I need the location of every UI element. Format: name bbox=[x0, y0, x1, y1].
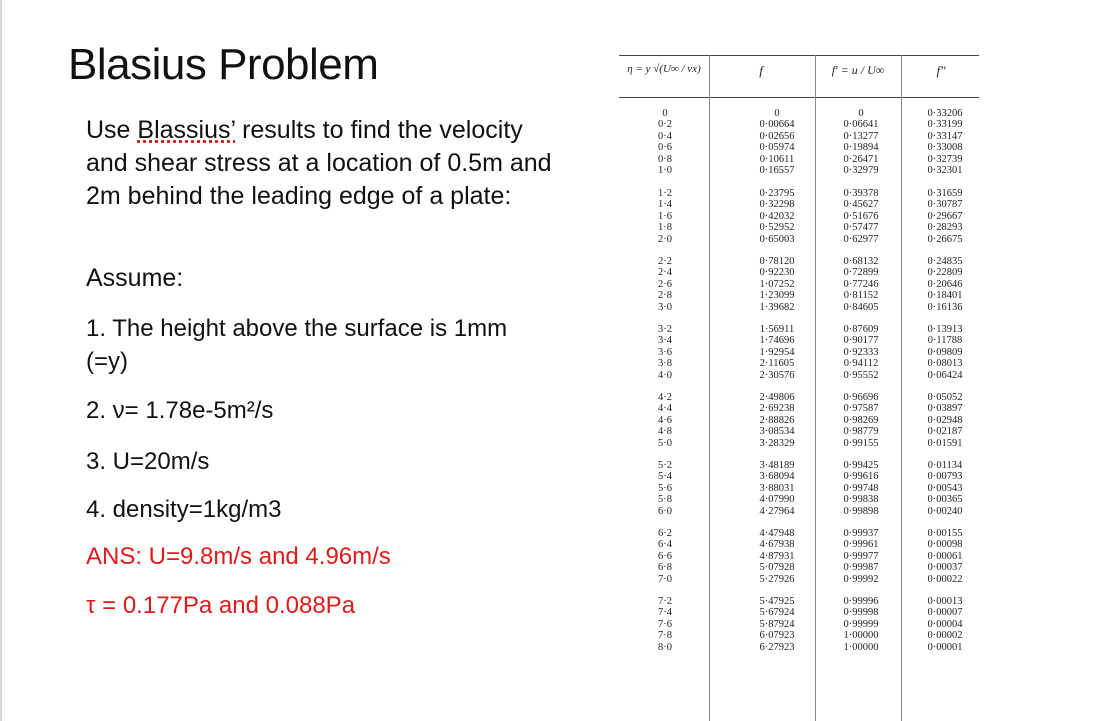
table-cell: 0·00037 bbox=[927, 562, 963, 574]
table-cell: 0·99992 bbox=[843, 573, 879, 585]
table-row-group bbox=[747, 256, 807, 324]
table-cell: 0·99937 bbox=[843, 528, 879, 539]
answer-shear-stress: τ = 0.177Pa and 0.088Pa bbox=[86, 592, 356, 619]
table-cell: 6·2 bbox=[658, 528, 672, 539]
table-cell: 0·29667 bbox=[927, 210, 963, 222]
table-cell: 1·07252 bbox=[759, 278, 795, 290]
assumption-3: 3. U=20m/s bbox=[86, 448, 210, 475]
table-row-group bbox=[647, 256, 683, 324]
column-fprime bbox=[831, 108, 891, 664]
table-cell: 2·8 bbox=[658, 290, 672, 302]
table-cell: 1·8 bbox=[658, 222, 672, 234]
table-cell: 0·77246 bbox=[843, 278, 879, 290]
column-fdoubleprime bbox=[915, 108, 975, 664]
table-cell: 1·92954 bbox=[759, 346, 795, 358]
table-cell: 6·27923 bbox=[759, 641, 795, 653]
table-cell: 3·0 bbox=[658, 301, 672, 313]
table-cell: 5·67924 bbox=[759, 607, 795, 619]
table-cell: 0·02656 bbox=[759, 130, 795, 142]
table-cell: 0·00155 bbox=[927, 528, 963, 539]
table-cell: 4·0 bbox=[658, 369, 672, 381]
table-row-group bbox=[747, 108, 807, 188]
table-cell: 2·11605 bbox=[759, 358, 795, 370]
table-cell: 0·90177 bbox=[843, 335, 879, 347]
table-cell: 0·98779 bbox=[843, 426, 879, 438]
table-cell: 0·18401 bbox=[927, 290, 963, 302]
table-cell: 8·0 bbox=[658, 641, 672, 653]
table-cell: 6·4 bbox=[658, 539, 672, 551]
table-cell: 5·87924 bbox=[759, 618, 795, 630]
table-row-group bbox=[915, 324, 975, 392]
table-cell: 0·98269 bbox=[843, 414, 879, 426]
table-cell: 0·92333 bbox=[843, 346, 879, 358]
table-cell: 4·8 bbox=[658, 426, 672, 438]
table-cell: 0·45627 bbox=[843, 199, 879, 211]
table-cell: 0·05974 bbox=[759, 142, 795, 154]
table-row-group bbox=[831, 256, 891, 324]
table-cell: 0·11788 bbox=[927, 335, 963, 347]
table-cell: 3·2 bbox=[658, 324, 672, 335]
slide-title: Blasius Problem bbox=[68, 40, 379, 89]
table-cell: 0·32979 bbox=[843, 164, 879, 176]
table-row-group bbox=[915, 596, 975, 664]
table-cell: 0·62977 bbox=[843, 233, 879, 245]
table-row-group bbox=[647, 460, 683, 528]
table-cell: 2·6 bbox=[658, 278, 672, 290]
table-cell: 1·6 bbox=[658, 210, 672, 222]
table-header-rule bbox=[619, 97, 979, 98]
table-cell: 0·01134 bbox=[927, 460, 963, 471]
table-cell: 0·42032 bbox=[759, 210, 795, 222]
table-cell: 0·99987 bbox=[843, 562, 879, 574]
table-cell: 0·26471 bbox=[843, 153, 879, 165]
table-cell: 0·24835 bbox=[927, 256, 963, 267]
table-cell: 0·23795 bbox=[759, 188, 795, 199]
table-cell: 3·48189 bbox=[759, 460, 795, 471]
table-cell: 6·0 bbox=[658, 505, 672, 517]
table-cell: 6·6 bbox=[658, 550, 672, 562]
table-cell: 0·00543 bbox=[927, 482, 963, 494]
table-cell: 0·26675 bbox=[927, 233, 963, 245]
assume-label: Assume: bbox=[86, 264, 184, 292]
table-cell: 5·07928 bbox=[759, 562, 795, 574]
blasius-table bbox=[619, 55, 979, 721]
table-row-group bbox=[647, 324, 683, 392]
header-fprime: f′ = u / U∞ bbox=[831, 63, 885, 77]
table-cell: 0·01591 bbox=[927, 437, 963, 449]
table-row-group bbox=[831, 528, 891, 596]
header-f: f bbox=[759, 63, 763, 78]
table-cell: 0·99616 bbox=[843, 471, 879, 483]
table-cell: 0·30787 bbox=[927, 199, 963, 211]
table-cell: 0·00013 bbox=[927, 596, 963, 607]
table-cell: 0·06424 bbox=[927, 369, 963, 381]
table-cell: 0·32298 bbox=[759, 199, 795, 211]
table-cell: 4·6 bbox=[658, 414, 672, 426]
table-cell: 0·99996 bbox=[843, 596, 879, 607]
table-cell: 0·00098 bbox=[927, 539, 963, 551]
table-row-group bbox=[747, 324, 807, 392]
table-cell: 0·57477 bbox=[843, 222, 879, 234]
table-cell: 7·6 bbox=[658, 618, 672, 630]
table-cell: 2·4 bbox=[658, 267, 672, 279]
table-row-group bbox=[831, 324, 891, 392]
table-cell: 5·2 bbox=[658, 460, 672, 471]
table-cell: 0·08013 bbox=[927, 358, 963, 370]
table-cell: 5·47925 bbox=[759, 596, 795, 607]
table-cell: 1·2 bbox=[658, 188, 672, 199]
table-row-group bbox=[915, 392, 975, 460]
table-divider bbox=[815, 55, 816, 721]
table-cell: 0·00004 bbox=[927, 618, 963, 630]
table-cell: 0·00793 bbox=[927, 471, 963, 483]
table-cell: 0·99898 bbox=[843, 505, 879, 517]
table-cell: 3·28329 bbox=[759, 437, 795, 449]
table-cell: 0·99961 bbox=[843, 539, 879, 551]
table-cell: 2·49806 bbox=[759, 392, 795, 403]
table-cell: 2·30576 bbox=[759, 369, 795, 381]
table-row-group bbox=[915, 108, 975, 188]
table-cell: 7·4 bbox=[658, 607, 672, 619]
table-row-group bbox=[747, 460, 807, 528]
table-cell: 0·72899 bbox=[843, 267, 879, 279]
table-cell: 0·65003 bbox=[759, 233, 795, 245]
assumption-1: 1. The height above the surface is 1mm (=y) bbox=[86, 315, 508, 375]
table-cell: 4·2 bbox=[658, 392, 672, 403]
table-cell: 0·33147 bbox=[927, 130, 963, 142]
table-cell: 1·74696 bbox=[759, 335, 795, 347]
table-cell: 2·69238 bbox=[759, 403, 795, 415]
table-cell: 0·78120 bbox=[759, 256, 795, 267]
table-divider bbox=[901, 55, 902, 721]
table-cell: 0·02948 bbox=[927, 414, 963, 426]
table-cell: 6·8 bbox=[658, 562, 672, 574]
table-cell: 0·00002 bbox=[927, 630, 963, 642]
table-row-group bbox=[915, 256, 975, 324]
problem-statement bbox=[86, 114, 566, 213]
table-top-rule bbox=[619, 55, 979, 56]
table-row-group bbox=[747, 596, 807, 664]
table-cell: 0·99838 bbox=[843, 494, 879, 506]
table-row-group bbox=[831, 392, 891, 460]
table-cell: 3·88031 bbox=[759, 482, 795, 494]
table-cell: 0·16557 bbox=[759, 164, 795, 176]
table-row-group bbox=[831, 108, 891, 188]
table-cell: 3·8 bbox=[658, 358, 672, 370]
table-row-group bbox=[915, 528, 975, 596]
table-cell: 1·23099 bbox=[759, 290, 795, 302]
table-cell: 1·00000 bbox=[843, 630, 879, 642]
table-cell: 0·52952 bbox=[759, 222, 795, 234]
table-cell: 4·4 bbox=[658, 403, 672, 415]
table-row-group bbox=[747, 188, 807, 256]
slide-border bbox=[0, 0, 2, 721]
intro-rest: results to find the velocity and shear stress at a location of 0.5m and 2m behind the leading edge of a plate: bbox=[86, 116, 552, 210]
table-cell: 0·4 bbox=[658, 130, 672, 142]
table-cell: 2·2 bbox=[658, 256, 672, 267]
table-cell: 0·13913 bbox=[927, 324, 963, 335]
table-cell: 0·96696 bbox=[843, 392, 879, 403]
table-row-group bbox=[915, 460, 975, 528]
table-cell: 0·00022 bbox=[927, 573, 963, 585]
table-cell: 0·84605 bbox=[843, 301, 879, 313]
table-cell: 0·99999 bbox=[843, 618, 879, 630]
table-cell: 4·47948 bbox=[759, 528, 795, 539]
table-cell: 0·8 bbox=[658, 153, 672, 165]
table-cell: 0·39378 bbox=[843, 188, 879, 199]
table-cell: 0·20646 bbox=[927, 278, 963, 290]
table-cell: 0·81152 bbox=[843, 290, 879, 302]
table-cell: 7·0 bbox=[658, 573, 672, 585]
table-cell: 2·0 bbox=[658, 233, 672, 245]
table-row-group bbox=[647, 392, 683, 460]
table-divider bbox=[709, 55, 710, 721]
table-cell: 0·32301 bbox=[927, 164, 963, 176]
table-cell: 0·19894 bbox=[843, 142, 879, 154]
table-cell: 0·00001 bbox=[927, 641, 963, 653]
table-cell: 1·4 bbox=[658, 199, 672, 211]
table-cell: 0·99748 bbox=[843, 482, 879, 494]
table-cell: 0·32739 bbox=[927, 153, 963, 165]
table-cell: 0·33008 bbox=[927, 142, 963, 154]
table-cell: 0·31659 bbox=[927, 188, 963, 199]
assumption-4: 4. density=1kg/m3 bbox=[86, 496, 282, 523]
table-cell: 3·4 bbox=[658, 335, 672, 347]
table-cell: 0·09809 bbox=[927, 346, 963, 358]
table-cell: 0·00365 bbox=[927, 494, 963, 506]
table-cell: 0·87609 bbox=[843, 324, 879, 335]
table-cell: 0·03897 bbox=[927, 403, 963, 415]
table-cell: 0 bbox=[774, 108, 780, 119]
table-cell: 1·0 bbox=[658, 164, 672, 176]
table-cell: 1·39682 bbox=[759, 301, 795, 313]
table-cell: 0·22809 bbox=[927, 267, 963, 279]
table-cell: 0·99425 bbox=[843, 460, 879, 471]
table-cell: 0·06641 bbox=[843, 119, 879, 131]
column-f bbox=[747, 108, 807, 664]
intro-name: Blassius’ bbox=[137, 116, 236, 144]
table-cell: 4·87931 bbox=[759, 550, 795, 562]
table-row-group bbox=[747, 392, 807, 460]
table-cell: 0·00664 bbox=[759, 119, 795, 131]
table-cell: 3·68094 bbox=[759, 471, 795, 483]
table-cell: 0·10611 bbox=[759, 153, 795, 165]
table-row-group bbox=[647, 188, 683, 256]
header-fdoubleprime: f″ bbox=[936, 63, 946, 78]
table-cell: 1·56911 bbox=[759, 324, 795, 335]
table-cell: 0·13277 bbox=[843, 130, 879, 142]
table-row-group bbox=[647, 528, 683, 596]
table-cell: 0·05052 bbox=[927, 392, 963, 403]
table-cell: 0·99977 bbox=[843, 550, 879, 562]
table-cell: 5·4 bbox=[658, 471, 672, 483]
table-cell: 0·00061 bbox=[927, 550, 963, 562]
table-cell: 0·28293 bbox=[927, 222, 963, 234]
table-cell: 0·94112 bbox=[843, 358, 879, 370]
header-eta: η = y √(U∞ / νx) bbox=[627, 63, 701, 75]
table-cell: 0 bbox=[858, 108, 864, 119]
table-cell: 4·27964 bbox=[759, 505, 795, 517]
table-cell: 4·07990 bbox=[759, 494, 795, 506]
table-row-group bbox=[747, 528, 807, 596]
table-row-group bbox=[831, 460, 891, 528]
table-cell: 0·33199 bbox=[927, 119, 963, 131]
table-cell: 0·99998 bbox=[843, 607, 879, 619]
table-cell: 7·2 bbox=[658, 596, 672, 607]
table-cell: 5·27926 bbox=[759, 573, 795, 585]
table-cell: 0·92230 bbox=[759, 267, 795, 279]
table-cell: 3·6 bbox=[658, 346, 672, 358]
table-row-group bbox=[647, 108, 683, 188]
table-cell: 7·8 bbox=[658, 630, 672, 642]
table-cell: 0·51676 bbox=[843, 210, 879, 222]
assumption-2: 2. ν= 1.78e-5m²/s bbox=[86, 397, 274, 424]
table-cell: 5·8 bbox=[658, 494, 672, 506]
table-cell: 5·6 bbox=[658, 482, 672, 494]
table-cell: 0·02187 bbox=[927, 426, 963, 438]
column-eta bbox=[647, 108, 683, 664]
intro-prefix: Use bbox=[86, 116, 138, 144]
table-row-group bbox=[647, 596, 683, 664]
table-cell: 6·07923 bbox=[759, 630, 795, 642]
table-cell: 0·97587 bbox=[843, 403, 879, 415]
table-cell: 0·6 bbox=[658, 142, 672, 154]
table-cell: 0·00240 bbox=[927, 505, 963, 517]
table-row-group bbox=[831, 596, 891, 664]
table-cell: 0·95552 bbox=[843, 369, 879, 381]
table-cell: 0·00007 bbox=[927, 607, 963, 619]
answer-velocity: ANS: U=9.8m/s and 4.96m/s bbox=[86, 543, 391, 570]
table-cell: 0 bbox=[662, 108, 668, 119]
table-row-group bbox=[915, 188, 975, 256]
table-cell: 0·33206 bbox=[927, 108, 963, 119]
table-cell: 1·00000 bbox=[843, 641, 879, 653]
table-cell: 0·68132 bbox=[843, 256, 879, 267]
table-cell: 3·08534 bbox=[759, 426, 795, 438]
table-row-group bbox=[831, 188, 891, 256]
table-cell: 0·16136 bbox=[927, 301, 963, 313]
table-cell: 0·2 bbox=[658, 119, 672, 131]
table-cell: 5·0 bbox=[658, 437, 672, 449]
table-cell: 4·67938 bbox=[759, 539, 795, 551]
table-cell: 2·88826 bbox=[759, 414, 795, 426]
table-cell: 0·99155 bbox=[843, 437, 879, 449]
